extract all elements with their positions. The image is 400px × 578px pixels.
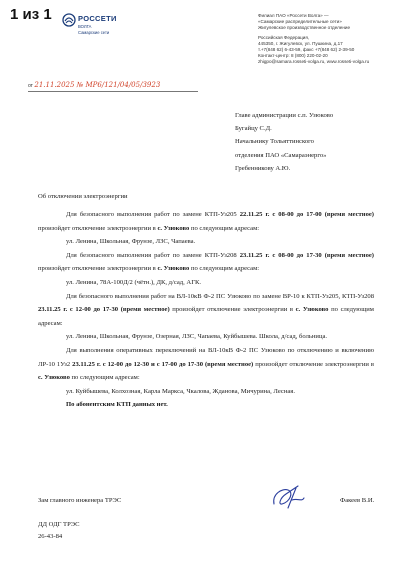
letter-body: [38, 208, 374, 412]
org-phone-line: т.+7(848 62) 6-43-59, факс +7(848 62) 2-39-50: [258, 47, 355, 52]
letter-subject: Об отключении электроэнергии: [38, 193, 128, 200]
addressee-line: Начальнику Тольяттинского: [235, 138, 314, 146]
text-run: произойдет отключение электроэнергии в: [253, 360, 374, 368]
page-number: 1 из 1: [10, 6, 52, 23]
signatory-title: Зам главного инженера ТРЭС: [38, 497, 122, 504]
company-logo: [62, 13, 132, 43]
text-run: по следующим адресам:: [69, 374, 140, 382]
text-run-bold: 22.11.25 г. с 08-00 до 17-00 (время местное): [239, 211, 374, 218]
registration-underline: [28, 91, 198, 92]
department-name: ДД ОДГ ТРЭС: [38, 521, 80, 528]
address-list-4: ул. Куйбышева, Колхозная, Карла Маркса, Чкалова, Жданова, Мичурина, Лесная.: [66, 387, 295, 395]
address-list-1: ул. Ленина, Школьная, Фрунзе, ЛЗС, Чапаева.: [66, 238, 196, 246]
logo-subtitle: ВОЛГА: [78, 24, 92, 29]
text-run: Для выполнения оперативных переключений на ВЛ-10кВ Ф-2 ПС Узюково по отключению и включению ЛР-10 1Уз2: [38, 346, 374, 368]
org-line: «Самарские распределительные сети»: [258, 19, 342, 24]
text-run-bold: с. Узюково: [157, 265, 190, 273]
org-contact-line: Контакт-центр: 8 (800) 220-02-20: [258, 53, 328, 58]
text-run: произойдет отключение электроэнергии в: [169, 306, 296, 314]
logo-brand: РОССЕТИ: [78, 14, 117, 23]
addressee-line: Главе администрации с.п. Узюково: [235, 112, 334, 119]
paragraph-2: [38, 249, 374, 276]
logo-subtitle-2: Самарские сети: [78, 30, 110, 35]
paragraph-3: [38, 290, 374, 331]
text-run-bold: с. Узюково: [295, 306, 329, 314]
department-block: [38, 519, 79, 542]
org-line: Филиал ПАО «Россети Волга» —: [258, 13, 329, 18]
addressee-block: [235, 109, 333, 175]
address-list-3: ул. Ленина, Школьная, Фрунзе, Озерная, ЛЗС, Чапаева, Куйбышева. Школа, д/сад, больница.: [66, 333, 328, 341]
text-run: Для безопасного выполнения работ по замене КТП-Уз205: [66, 211, 240, 218]
org-info: [258, 13, 398, 65]
text-run-bold: 23.11.25 г. с 08-00 до 17-30 (время местное): [239, 251, 374, 259]
registration-handwritten: 21.11.2025 № МР6/121/04/05/3923: [34, 81, 161, 89]
text-run: произойдет отключение электроэнергии в: [38, 265, 158, 273]
text-run: произойдет отключение электроэнергии в: [38, 224, 158, 232]
handwritten-signature: [268, 482, 308, 512]
text-run-bold: с. Узюково: [38, 374, 70, 382]
text-run-bold: с. Узюково: [157, 224, 190, 232]
addressee-line: Гребенникову А.Ю.: [235, 164, 291, 172]
text-run-bold: 23.11.25 г. с 12-00 до 17-30 (время местное): [38, 306, 170, 314]
addressee-line: отделения ПАО «Самараэнерго»: [235, 151, 327, 159]
paragraph-1: [38, 208, 374, 235]
text-run-bold: 23.11.25 г. с 12-00 до 12-30 и с 17-00 до 17-30 (время местное): [72, 360, 254, 368]
text-run-bold: По абонентским КТП данных нет.: [66, 401, 168, 409]
text-run: Для безопасного выполнения работ на ВЛ-10кВ Ф-2 ПС Узюково по замене ВР-10 к КТП-Уз205, КТП-Уз208: [66, 292, 374, 300]
addressee-line: Бугайцу С.Д.: [235, 125, 272, 133]
text-run: Для безопасного выполнения работ по замене КТП-Уз208: [66, 251, 240, 259]
department-phone: 26-43-84: [38, 532, 63, 540]
org-address-line: 445350, г. Жигулевск, ул. Пушкина, д.17: [258, 41, 343, 46]
rosseti-logo-icon: [62, 13, 76, 27]
org-address-line: Российская Федерация,: [258, 35, 310, 40]
paragraph-4: [38, 344, 374, 385]
registration-line: [28, 81, 160, 89]
text-run: по следующим адресам:: [38, 306, 374, 327]
org-line: Жигулевское производственное отделение: [258, 25, 351, 30]
text-run: по следующим адресам:: [189, 265, 260, 273]
registration-prefix: от: [28, 83, 33, 89]
ktp-note: [38, 398, 374, 412]
org-email-line: zhigpo@samara.rosseti-volga.ru, www.rosseti-volga.ru: [258, 59, 370, 64]
signatory-name: Факеев В.И.: [340, 497, 375, 504]
address-list-2: ул. Ленина, 78А-100Д/2 (чётн.), ДК, д/сад, АГК.: [66, 278, 202, 286]
text-run: по следующим адресам:: [189, 224, 260, 232]
